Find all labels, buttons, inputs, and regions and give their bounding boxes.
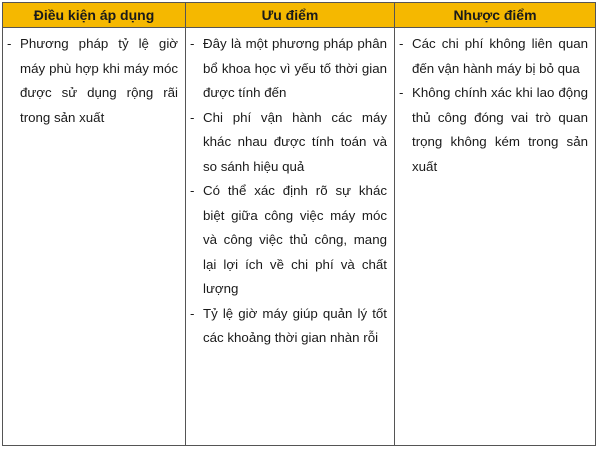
list-dash: -: [190, 109, 195, 125]
list-item: [399, 32, 588, 81]
list-item-text: Tỷ lệ giờ máy giúp quản lý tốt các khoảng thời gian nhàn rỗi: [203, 305, 387, 345]
comparison-table: [2, 2, 596, 446]
list-item: [190, 32, 387, 106]
list-item-text: Phương pháp tỷ lệ giờ máy phù hợp khi máy móc được sử dụng rộng rãi trong sản xuất: [20, 36, 178, 125]
advantages-cell: [186, 28, 395, 445]
list-dash: -: [399, 36, 404, 51]
header-conditions: Điều kiện áp dụng: [3, 3, 186, 28]
list-item-text: Chi phí vận hành các máy khác nhau được tính toán và so sánh hiệu quả: [203, 109, 387, 174]
list-item: [7, 32, 178, 130]
list-item: [190, 302, 387, 351]
list-item: [399, 81, 588, 179]
list-dash: -: [190, 305, 195, 321]
list-dash: -: [399, 85, 404, 100]
conditions-cell: [3, 28, 186, 445]
list-dash: -: [190, 36, 195, 51]
list-item: [190, 106, 387, 180]
disadvantages-cell: [395, 28, 595, 445]
list-item-text: Không chính xác khi lao động thủ công đóng vai trò quan trọng không kém trong sản xuất: [412, 85, 588, 174]
header-disadvantages: Nhược điểm: [395, 3, 595, 28]
list-item-text: Có thể xác định rõ sự khác biệt giữa công việc máy móc và công việc thủ công, mang lại lợi ích về chi phí và chất lượng: [203, 183, 387, 296]
list-item-text: Đây là một phương pháp phân bổ khoa học vì yếu tố thời gian được tính đến: [203, 36, 387, 100]
list-dash: -: [7, 36, 12, 51]
list-dash: -: [190, 183, 195, 198]
header-advantages: Ưu điểm: [186, 3, 395, 28]
list-item-text: Các chi phí không liên quan đến vận hành máy bị bỏ qua: [412, 36, 588, 76]
list-item: [190, 179, 387, 302]
